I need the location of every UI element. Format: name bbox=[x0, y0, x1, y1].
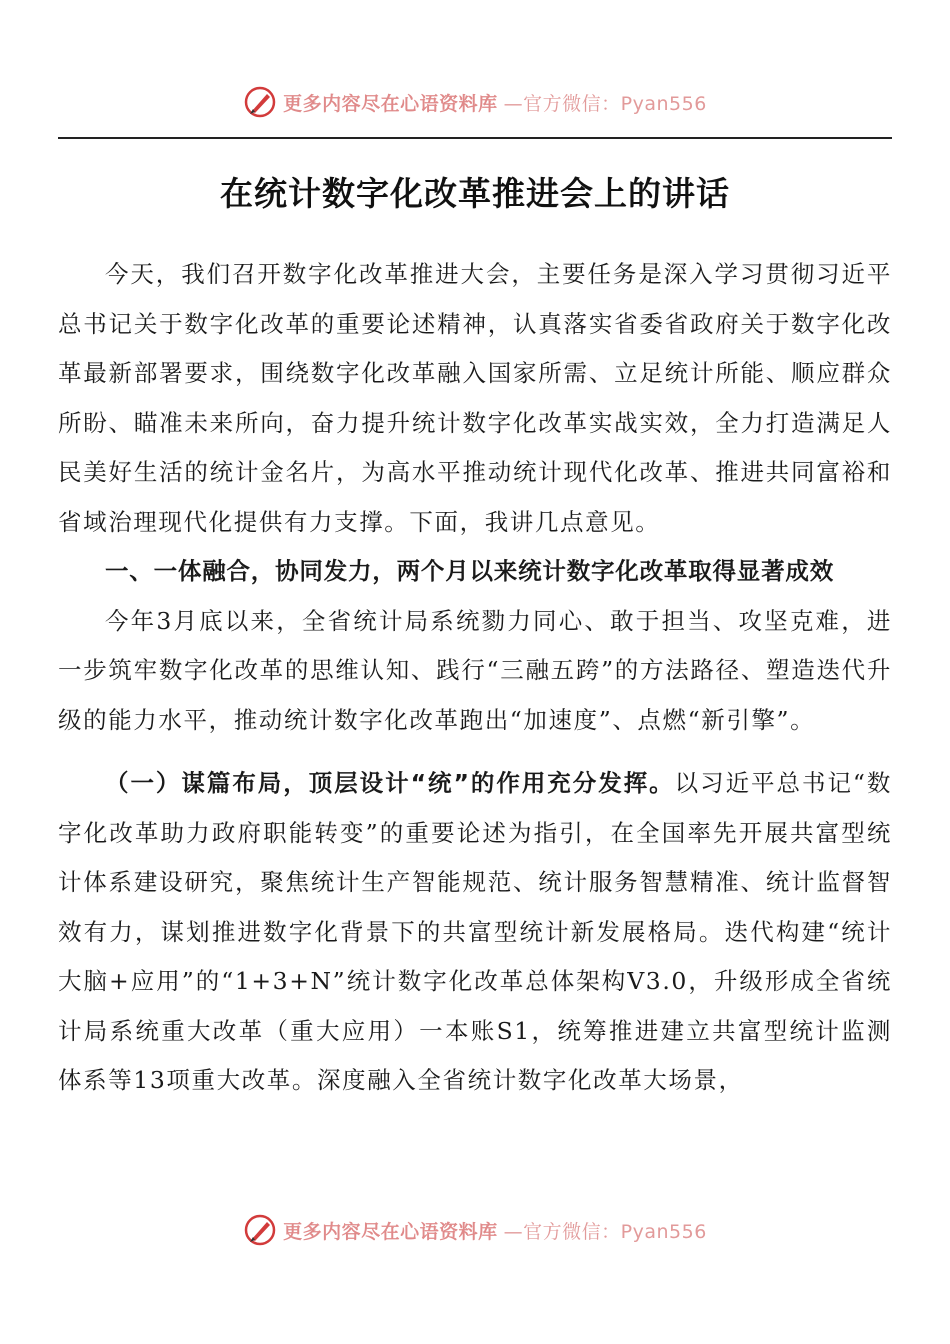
subsection-lead-1: （一）谋篇布局，顶层设计“统”的作用充分发挥。 bbox=[105, 769, 675, 797]
paragraph-2: 今年3月底以来，全省统计局系统勠力同心、敢于担当、攻坚克难，进一步筑牢数字化改革的思维认知、践行“三融五跨”的方法路径、塑造迭代升级的能力水平，推动统计数字化改革跑出“加速度”、点燃“新引擎”。 bbox=[58, 606, 892, 734]
pen-logo-icon bbox=[243, 85, 277, 119]
watermark-sub-text: —官方微信：Pyan556 bbox=[503, 1220, 707, 1243]
watermark-sub-text: —官方微信：Pyan556 bbox=[503, 92, 707, 115]
paragraph-3-text: 以习近平总书记“数字化改革助力政府职能转变”的重要论述为指引，在全国率先开展共富型统计体系建设研究，聚焦统计生产智能规范、统计服务智慧精准、统计监督智效有力，谋划推进数字化背景下的共富型统计新发展格局。迭代构建“统计大脑+应用”的“1+3+N”统计数字化改革总体架构V3.0，升级形成全省统计局系统重大改革（重大应用）一本账S1，统筹推进建立共富型统计监测体系等13项重大改革。深度融入全省统计数字化改革大场景， bbox=[58, 769, 892, 1094]
pen-logo-icon bbox=[243, 1213, 277, 1247]
document-title: 在统计数字化改革推进会上的讲话 bbox=[220, 174, 730, 213]
document-body bbox=[58, 250, 892, 1106]
header-watermark bbox=[0, 82, 950, 122]
watermark-main-text: 更多内容尽在心语资料库 bbox=[283, 1220, 498, 1243]
watermark-main-text: 更多内容尽在心语资料库 bbox=[283, 92, 498, 115]
footer-watermark bbox=[0, 1210, 950, 1250]
paragraph-3 bbox=[58, 759, 892, 1106]
header-divider bbox=[58, 137, 892, 139]
paragraph-intro: 今天，我们召开数字化改革推进大会，主要任务是深入学习贯彻习近平总书记关于数字化改革的重要论述精神，认真落实省委省政府关于数字化改革最新部署要求，围绕数字化改革融入国家所需、立足统计所能、顺应群众所盼、瞄准未来所向，奋力提升统计数字化改革实战实效，全力打造满足人民美好生活的统计金名片，为高水平推动统计现代化改革、推进共同富裕和省域治理现代化提供有力支撑。下面，我讲几点意见。 bbox=[58, 260, 892, 536]
section-heading-1: 一、一体融合，协同发力，两个月以来统计数字化改革取得显著成效 bbox=[105, 557, 834, 585]
